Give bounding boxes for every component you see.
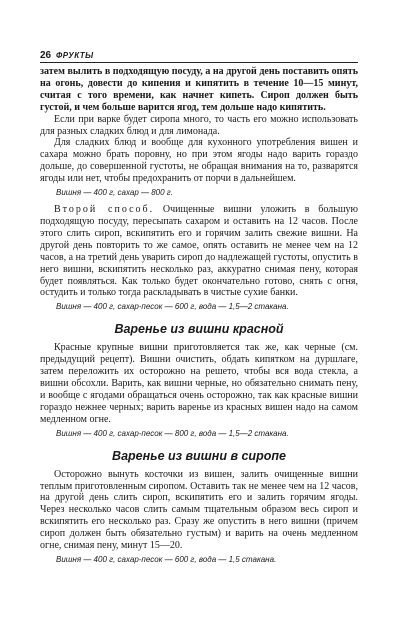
paragraph: Для сладких блюд и вообще для кухонного употребления вишен и сахара можно брать поровну, но при этом ягоды надо варить гораздо дольше, до совершенной густоты, не обращая внимания на то, разварятся ягоды или нет, чтобы предохранить от порчи в дальнейшем. [40,137,358,185]
ingredients-note: Вишня — 400 г, сахар-песок — 600 г, вода — 1,5 стакана. [56,555,277,564]
page-number: 26 [40,50,52,61]
paragraph: Красные крупные вишни приготовляется так же, как черные (см. предыдущий рецепт). Вишни очистить, обдать кипятком на дуршлаге, затем переложить их осторожно на решето, чтобы вся вода стекла, а вишни обсохли. Варить, как вишни черные, но обязательно снимать пену, и вообще с ягодами обращаться очень осторожно, так как красные вишни гораздо нежнее черных; варить варенье из красных вишен надо на самом медленном огне. [40,342,358,425]
page-content [40,66,358,571]
paragraph-text: Очищенные вишни уложить в большую подходящую посуду, пересыпать сахаром и оставить на 12 часов. После этого слить сироп, вскипятить его и горячим залить свежие вишни. На другой день повторить то же самое, опять оставить не менее чем на 12 часов, а на третий день уварить сироп до надлежащей густоты, опустить в него вишни, вскипятить несколько раз, аккуратно снимая пену, которая будет появляться. Как только будет окончательно готово, снять с огня, остудить и только тогда раскладывать в чистые сухие банки. [40,204,358,299]
paragraph: затем вылить в подходящую посуду, а на другой день поставить опять на огонь, довести до кипения и кипятить в течение 10—15 минут, считая с того времени, как начнет кипеть. Сироп должен быть густой, и чем больше варится ягод, тем дольше надо кипятить. [40,66,358,113]
paragraph: Если при варке будет сиропа много, то часть его можно использовать для разных сладких блюд и для лимонада. [40,113,358,137]
ingredients-note: Вишня — 400 г, сахар-песок — 600 г, вода — 1,5—2 стакана. [56,302,289,312]
ingredients-note: Вишня — 400 г, сахар — 800 г. [56,188,173,198]
page-header [40,50,358,63]
recipe-heading: Варенье из вишни красной [114,322,284,337]
ingredients-note: Вишня — 400 г, сахар-песок — 800 г, вода — 1,5—2 стакана. [56,428,289,438]
method-label: Второй способ. [54,204,155,216]
paragraph [40,204,358,299]
recipe-heading: Варенье из вишни в сиропе [112,448,286,463]
running-title: ФРУКТЫ [56,51,94,60]
paragraph: Осторожно вынуть косточки из вишен, залить очищенные вишни теплым приготовленным сиропом. Оставить так не менее чем на 12 часов, на другой день слить сироп, вскипятить его и залить горячим ягоды. Через несколько часов слить самым тщательным образом весь сироп и вскипятить его несколько раз. Сразу же опустить в него вишни (причем сироп должен быть обязательно густым) и варить на очень медленном огне, снимая пену, минут 15—20. [40,468,358,552]
